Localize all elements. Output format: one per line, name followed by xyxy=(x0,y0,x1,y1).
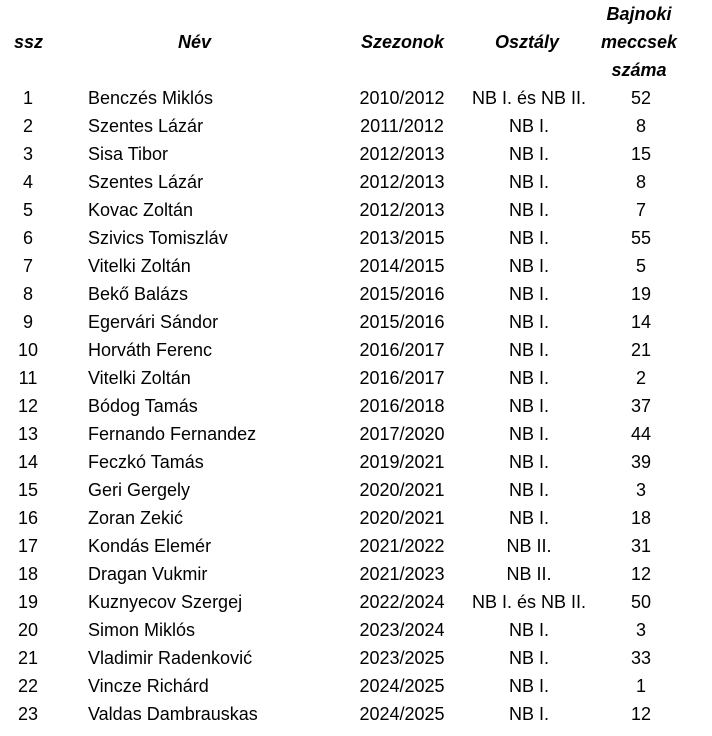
cell-meccsek: 7 xyxy=(635,200,646,220)
cell-ssz: 16 xyxy=(17,508,39,528)
cell-meccsek: 15 xyxy=(630,144,652,164)
cell-szezon: 2011/2012 xyxy=(360,116,444,136)
cell-osztaly: NB I. xyxy=(508,368,549,388)
cell-nev: Bekő Balázs xyxy=(88,284,189,304)
cell-meccsek: 12 xyxy=(630,704,652,724)
cell-nev: Vladimir Radenković xyxy=(88,648,253,668)
cell-osztaly: NB I. xyxy=(508,704,549,724)
cell-osztaly: NB I. xyxy=(508,480,549,500)
cell-nev: Feczkó Tamás xyxy=(88,452,204,472)
cell-nev: Szivics Tomiszláv xyxy=(88,228,228,248)
cell-ssz: 5 xyxy=(22,200,33,220)
cell-nev: Vitelki Zoltán xyxy=(88,368,191,388)
header-szezonok: Szezonok xyxy=(361,32,445,52)
cell-meccsek: 18 xyxy=(630,508,652,528)
cell-ssz: 18 xyxy=(17,564,39,584)
cell-meccsek: 1 xyxy=(635,676,646,696)
cell-nev: Zoran Zekić xyxy=(88,508,184,528)
table-row xyxy=(0,672,712,700)
cell-osztaly: NB I. xyxy=(508,256,549,276)
cell-meccsek: 2 xyxy=(635,368,646,388)
cell-meccsek: 8 xyxy=(635,116,646,136)
cell-szezon: 2015/2016 xyxy=(359,312,445,332)
cell-szezon: 2016/2017 xyxy=(359,368,445,388)
cell-ssz: 1 xyxy=(22,88,33,108)
cell-ssz: 23 xyxy=(17,704,39,724)
cell-meccsek: 33 xyxy=(630,648,652,668)
cell-nev: Szentes Lázár xyxy=(88,116,204,136)
cell-osztaly: NB I. xyxy=(508,312,549,332)
table-row xyxy=(0,448,712,476)
cell-szezon: 2010/2012 xyxy=(359,88,445,108)
cell-osztaly: NB I. xyxy=(508,648,549,668)
header-meccsek-line1: Bajnoki xyxy=(606,4,672,24)
cell-osztaly: NB I. és NB II. xyxy=(471,88,587,108)
cell-szezon: 2016/2017 xyxy=(359,340,445,360)
cell-meccsek: 12 xyxy=(630,564,652,584)
cell-szezon: 2021/2023 xyxy=(359,564,445,584)
cell-ssz: 10 xyxy=(17,340,39,360)
cell-meccsek: 5 xyxy=(635,256,646,276)
cell-meccsek: 3 xyxy=(635,480,646,500)
table-row xyxy=(0,560,712,588)
cell-szezon: 2021/2022 xyxy=(359,536,445,556)
cell-meccsek: 44 xyxy=(630,424,652,444)
cell-meccsek: 37 xyxy=(630,396,652,416)
cell-nev: Vitelki Zoltán xyxy=(88,256,191,276)
cell-nev: Bódog Tamás xyxy=(88,396,198,416)
cell-nev: Sisa Tibor xyxy=(88,144,169,164)
cell-osztaly: NB I. xyxy=(508,452,549,472)
table-row xyxy=(0,644,712,672)
cell-szezon: 2023/2025 xyxy=(359,648,445,668)
header-meccsek xyxy=(598,0,680,84)
cell-szezon: 2022/2024 xyxy=(359,592,445,612)
table-row xyxy=(0,112,712,140)
header-meccsek-line2: meccsek xyxy=(600,32,678,52)
cell-szezon: 2020/2021 xyxy=(359,508,445,528)
cell-meccsek: 52 xyxy=(630,88,652,108)
header-nev: Név xyxy=(178,32,212,52)
table-row xyxy=(0,224,712,252)
table-row xyxy=(0,280,712,308)
cell-meccsek: 19 xyxy=(630,284,652,304)
cell-szezon: 2013/2015 xyxy=(359,228,445,248)
table-body xyxy=(0,84,712,728)
cell-nev: Egervári Sándor xyxy=(88,312,219,332)
header-meccsek-line3: száma xyxy=(611,60,667,80)
cell-meccsek: 39 xyxy=(630,452,652,472)
table-row xyxy=(0,420,712,448)
table-row xyxy=(0,252,712,280)
cell-osztaly: NB I. xyxy=(508,144,549,164)
cell-ssz: 11 xyxy=(18,368,38,388)
cell-osztaly: NB I. xyxy=(508,396,549,416)
cell-ssz: 20 xyxy=(17,620,39,640)
cell-nev: Vincze Richárd xyxy=(88,676,209,696)
cell-meccsek: 3 xyxy=(635,620,646,640)
cell-osztaly: NB I. xyxy=(508,424,549,444)
cell-nev: Simon Miklós xyxy=(88,620,196,640)
table-row xyxy=(0,336,712,364)
table-row xyxy=(0,700,712,728)
cell-meccsek: 50 xyxy=(630,592,652,612)
cell-ssz: 13 xyxy=(17,424,39,444)
cell-szezon: 2014/2015 xyxy=(359,256,445,276)
cell-ssz: 3 xyxy=(22,144,33,164)
cell-osztaly: NB I. xyxy=(508,228,549,248)
cell-szezon: 2012/2013 xyxy=(359,172,445,192)
cell-ssz: 14 xyxy=(17,452,39,472)
cell-nev: Benczés Miklós xyxy=(88,88,214,108)
cell-ssz: 9 xyxy=(22,312,33,332)
cell-ssz: 12 xyxy=(17,396,39,416)
cell-meccsek: 8 xyxy=(635,172,646,192)
cell-nev: Horváth Ferenc xyxy=(88,340,213,360)
cell-meccsek: 21 xyxy=(630,340,652,360)
cell-ssz: 21 xyxy=(17,648,39,668)
cell-nev: Geri Gergely xyxy=(88,480,191,500)
cell-osztaly: NB I. xyxy=(508,284,549,304)
table-row xyxy=(0,140,712,168)
cell-ssz: 8 xyxy=(22,284,33,304)
cell-osztaly: NB II. xyxy=(506,536,552,556)
cell-ssz: 6 xyxy=(22,228,33,248)
cell-osztaly: NB I. xyxy=(508,620,549,640)
cell-ssz: 17 xyxy=(17,536,39,556)
header-ssz: ssz xyxy=(14,32,44,52)
cell-meccsek: 14 xyxy=(630,312,652,332)
table-row xyxy=(0,532,712,560)
cell-ssz: 15 xyxy=(17,480,39,500)
cell-ssz: 2 xyxy=(22,116,33,136)
table-row xyxy=(0,504,712,532)
cell-szezon: 2024/2025 xyxy=(359,676,445,696)
cell-nev: Valdas Dambrauskas xyxy=(88,704,258,724)
cell-szezon: 2023/2024 xyxy=(359,620,445,640)
cell-szezon: 2017/2020 xyxy=(359,424,445,444)
cell-nev: Kuznyecov Szergej xyxy=(88,592,243,612)
cell-szezon: 2020/2021 xyxy=(359,480,445,500)
cell-osztaly: NB I. xyxy=(508,172,549,192)
cell-ssz: 7 xyxy=(22,256,33,276)
cell-osztaly: NB I. xyxy=(508,508,549,528)
cell-nev: Kondás Elemér xyxy=(88,536,212,556)
cell-szezon: 2016/2018 xyxy=(359,396,445,416)
table-row xyxy=(0,392,712,420)
table-row xyxy=(0,84,712,112)
cell-nev: Szentes Lázár xyxy=(88,172,204,192)
cell-osztaly: NB I. xyxy=(508,340,549,360)
cell-osztaly: NB I. és NB II. xyxy=(471,592,587,612)
cell-osztaly: NB II. xyxy=(506,564,552,584)
cell-meccsek: 55 xyxy=(630,228,652,248)
table-row xyxy=(0,196,712,224)
cell-ssz: 22 xyxy=(17,676,39,696)
cell-osztaly: NB I. xyxy=(508,116,549,136)
header-osztaly: Osztály xyxy=(495,32,560,52)
table-row xyxy=(0,168,712,196)
cell-szezon: 2012/2013 xyxy=(359,200,445,220)
cell-szezon: 2015/2016 xyxy=(359,284,445,304)
table-row xyxy=(0,588,712,616)
cell-ssz: 19 xyxy=(17,592,39,612)
cell-nev: Kovac Zoltán xyxy=(88,200,194,220)
cell-ssz: 4 xyxy=(22,172,33,192)
cell-osztaly: NB I. xyxy=(508,676,549,696)
table-row xyxy=(0,616,712,644)
cell-szezon: 2019/2021 xyxy=(359,452,445,472)
cell-nev: Dragan Vukmir xyxy=(88,564,208,584)
cell-szezon: 2012/2013 xyxy=(359,144,445,164)
table-row xyxy=(0,308,712,336)
table-row xyxy=(0,476,712,504)
cell-nev: Fernando Fernandez xyxy=(88,424,257,444)
table-row xyxy=(0,364,712,392)
cell-szezon: 2024/2025 xyxy=(359,704,445,724)
cell-osztaly: NB I. xyxy=(508,200,549,220)
cell-meccsek: 31 xyxy=(630,536,652,556)
